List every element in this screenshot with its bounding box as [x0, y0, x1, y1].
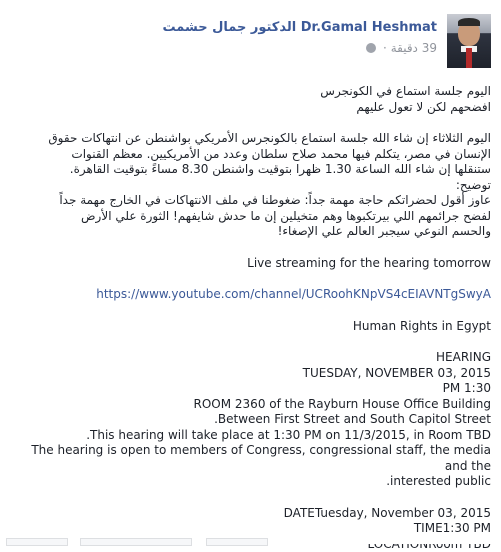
arabic-paragraph: [6, 131, 491, 240]
hearing-line: TUESDAY, NOVEMBER 03, 2015: [6, 366, 491, 382]
bottom-strip: [0, 536, 501, 544]
hearing-line: PM 1:30: [6, 381, 491, 397]
youtube-channel-link-wrap: [6, 287, 491, 303]
date-line: DATETuesday, November 03, 2015: [6, 506, 491, 522]
intro-line: افضحهم لكن لا تعول عليهم: [6, 100, 491, 116]
hearing-line: .This hearing will take place at 1:30 PM on 11/3/2015, in Room TBD: [6, 428, 491, 444]
hearing-details: [6, 350, 491, 490]
arabic-line: الإنسان في مصر، يتكلم فيها محمد صلاح سلطان وعدد من الأمريكيين. معظم القنوات: [6, 147, 491, 163]
live-streaming-text: Live streaming for the hearing tomorrow: [6, 256, 491, 272]
hearing-line: HEARING: [6, 350, 491, 366]
hearing-line: .interested public: [6, 474, 491, 490]
post-timestamp[interactable]: 39 دقيقة: [391, 41, 437, 55]
date-line: TIME1:30 PM: [6, 521, 491, 537]
post-meta: [363, 41, 437, 55]
post-body: [6, 84, 491, 552]
arabic-line: لفضح جرائمهم اللي بيرتكبوها وهم متخيلين إن ما حدش شايفهم! الثورة علي الأرض: [6, 209, 491, 225]
intro-line: اليوم جلسة استماع في الكونجرس: [6, 84, 491, 100]
post-intro: [6, 84, 491, 115]
bottom-element: [80, 538, 192, 546]
globe-icon[interactable]: [366, 43, 376, 53]
human-rights-text: Human Rights in Egypt: [6, 319, 491, 335]
meta-separator: ·: [383, 41, 387, 55]
author-name-link[interactable]: Dr.Gamal Heshmat الدكتور جمال حشمت: [162, 20, 437, 35]
hearing-line: The hearing is open to members of Congress, congressional staff, the media and the: [6, 443, 491, 474]
arabic-line: عاوز أقول لحضراتكم حاجة مهمة جداً: ضغوطنا في ملف الانتهاكات في الخارج مهمة جداً: [6, 193, 491, 209]
arabic-line: اليوم الثلاثاء إن شاء الله جلسة استماع بالكونجرس الأمريكي بواشنطن عن انتهاكات حقوق: [6, 131, 491, 147]
arabic-line: توضيح:: [6, 178, 491, 194]
author-avatar[interactable]: [447, 14, 491, 68]
hearing-line: .Between First Street and South Capitol Street: [6, 412, 491, 428]
arabic-line: ستنقلها إن شاء الله الساعة 1.30 ظهرا بتوقيت واشنطن 8.30 مساءً بتوقيت القاهرة.: [6, 162, 491, 178]
arabic-line: والحسم النوعي سيجبر العالم علي الإصغاء!: [6, 224, 491, 240]
post-header: [161, 14, 491, 68]
hearing-line: ROOM 2360 of the Rayburn House Office Building: [6, 397, 491, 413]
bottom-element: [206, 538, 268, 546]
bottom-element: [6, 538, 68, 546]
youtube-channel-link[interactable]: https://www.youtube.com/channel/UCRoohKNpVS4cEIAVNTgSwyA: [96, 287, 491, 301]
